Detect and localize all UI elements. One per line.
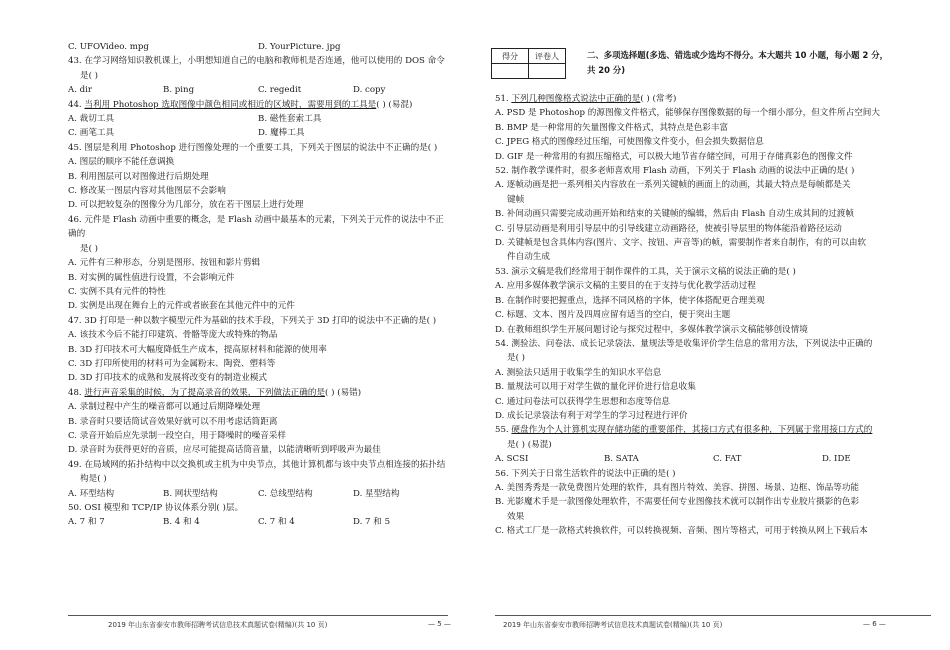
- option: A. 环型结构: [68, 488, 115, 499]
- question-51: [495, 92, 931, 164]
- question-number: 44.: [68, 99, 85, 110]
- question-number: 55.: [495, 425, 512, 436]
- option: C. 实例不具有元件的特性: [68, 286, 166, 297]
- option: D. 魔棒工具: [258, 128, 305, 139]
- question-53: [495, 265, 931, 337]
- option: A. 元件有三种形态，分别是图形、按钮和影片剪辑: [68, 258, 261, 269]
- option: A. dir: [68, 85, 93, 96]
- question-stem: [495, 423, 931, 437]
- question-stem: 46. 元件是 Flash 动画中重要的概念，是 Flash 动画中最基本的元素，下列关于元件的说法中不正确的: [68, 214, 444, 240]
- option: B. 量规法可以用于对学生做的量化评价进行信息收集: [495, 382, 696, 393]
- question-49: [68, 458, 448, 501]
- option: C. 标题、文本、图片及四周应留有适当的空白，便于突出主题: [495, 310, 731, 321]
- question-52: [495, 164, 931, 265]
- option: B. 3D 打印技术可大幅度降低生产成本，提高原材料和能源的使用率: [68, 344, 327, 355]
- option: B. 网状型结构: [163, 488, 218, 499]
- question-44: [68, 98, 448, 141]
- option: B. 光影魔术手是一款图像处理软件，不需要任何专业图像技术就可以制作出专业胶片摄影的色彩: [495, 497, 860, 508]
- option: D. IDE: [822, 454, 851, 465]
- option: D. 星型结构: [353, 488, 400, 499]
- option: D. 实例是出现在舞台上的元件或者嵌套在其他元件中的元件: [68, 301, 295, 312]
- question-47: [68, 314, 448, 386]
- question-stem: [68, 386, 448, 400]
- right-column: [495, 92, 931, 539]
- question-45: [68, 141, 448, 213]
- question-stem-cont: 构是( ): [80, 474, 107, 485]
- option: C. 修改某一图层内容对其他图层不会影响: [68, 186, 226, 197]
- footer-rule: [495, 615, 931, 616]
- option: D. YourPicture. jpg: [258, 42, 341, 52]
- question-stem: 47. 3D 打印是一种以数字模型元件为基础的技术手段，下列关于 3D 打印的说法中不正确的是( ): [68, 315, 437, 326]
- option: A. 该技术今后不能打印建筑、骨骼等庞大或特殊的物品: [68, 330, 278, 341]
- option: A. 裁切工具: [68, 114, 115, 125]
- option: C. 录音开始后应先录制一段空白，用于降噪时的噪音采样: [68, 430, 286, 441]
- option: C. 3D 打印所使用的材料可为金属粉末、陶瓷、塑料等: [68, 358, 276, 369]
- question-55: [495, 423, 931, 466]
- option: D. GIF 是一种常用的有损压缩格式，可以极大地节省存储空间，可用于存储真彩色的图像文件: [495, 151, 853, 162]
- question-stem: 43. 在学习网络知识教机课上，小明想知道自己的电脑和教师机是否连通，他可以使用的 DOS 命令: [68, 56, 445, 67]
- option: A. 录制过程中产生的噪音都可以通过后期降噪处理: [68, 402, 261, 413]
- question-stem: [495, 92, 931, 106]
- option: D. 7 和 5: [353, 517, 391, 528]
- option: B. 对实例的属性值进行设置，不会影响元件: [68, 272, 235, 283]
- question-stem: 53. 演示文稿是我们经常用于制作课件的工具，关于演示文稿的说法正确的是( ): [495, 266, 796, 277]
- question-50: [68, 501, 448, 530]
- option: B. 录音时只要话筒试音效果好就可以不用考虑话筒距离: [68, 416, 278, 427]
- option-row: [68, 126, 448, 140]
- option: A. 测验法只适用于收集学生的知识水平信息: [495, 367, 662, 378]
- score-cell: [492, 64, 529, 79]
- option: D. 录音时为获得更好的音质，应尽可能提高话筒音量，以能清晰听到呼吸声为最佳: [68, 445, 381, 456]
- question-stem-cont: 是( ): [80, 70, 99, 81]
- option-row: [68, 83, 448, 97]
- option: C. 总线型结构: [258, 488, 313, 499]
- stem-suffix: ( ) (易错): [325, 387, 362, 398]
- option: C. 7 和 4: [258, 517, 295, 528]
- option: C. 格式工厂是一款格式转换软件，可以转换视频、音频、图片等格式，可用于转换从网上下载后本: [495, 526, 868, 537]
- page-number: — 6 —: [863, 620, 886, 628]
- option: C. 引导层动画是利用引导层中的引导线建立动画路径，使被引导层里的物体能沿着路径运动: [495, 223, 842, 234]
- question-stem-cont: 是( ): [507, 353, 526, 364]
- question-number: 51.: [495, 94, 512, 104]
- option: B. 利用图层可以对图像进行后期处理: [68, 171, 209, 182]
- underlined-stem: 下列几种图像格式说法中正确的是: [511, 94, 641, 104]
- option: D. 成长记录袋法有利于对学生的学习过程进行评价: [495, 410, 688, 421]
- left-column: [68, 40, 448, 530]
- page-number: — 5 —: [428, 620, 451, 628]
- score-label: 得分: [492, 49, 529, 64]
- question-stem-cont: 是( ): [80, 243, 99, 254]
- question-stem: 56. 下列关于日常生活软件的说法中正确的是( ): [495, 468, 676, 479]
- option: B. 磁性套索工具: [258, 114, 322, 125]
- option: C. JPEG 格式的图像经过压缩，可使图像文件变小，但会损失数据信息: [495, 137, 764, 148]
- underlined-stem: 当利用 Photoshop 选取图像中颜色相同或相近的区域时，需要用到的工具是: [84, 99, 377, 110]
- option: B. 在制作时要把握重点，选择不同风格的字体，使字体搭配更合理美观: [495, 295, 765, 306]
- option-row: [68, 487, 448, 501]
- option-row: [68, 40, 448, 54]
- question-stem-cont: 是( ) (易混): [507, 439, 552, 450]
- section-heading-line1: 二、多项选择题(多选、错选或少选均不得分。本大题共 10 小题，每小题 2 分，: [587, 50, 888, 60]
- option: A. PSD 是 Photoshop 的源图像文件格式，能够保存图像数据的每一个细小部分，但文件所占空间大: [495, 108, 880, 119]
- option-cont: 件自动生成: [507, 252, 550, 263]
- stem-suffix: ( ) (易混): [376, 99, 413, 110]
- grader-label: 评卷人: [529, 49, 566, 64]
- option: C. regedit: [258, 85, 302, 96]
- option-row: [68, 112, 448, 126]
- question-46: [68, 213, 448, 314]
- footer-title: 2019 年山东省泰安市教师招聘考试信息技术真题试卷(精编)(共 10 页): [108, 621, 328, 629]
- question-stem: 52. 制作教学课件时，很多老师喜欢用 Flash 动画，下列关于 Flash 动画的说法中正确的是( ): [495, 166, 855, 177]
- question-stem: 50. OSI 模型和 TCP/IP 协议体系分别( )层。: [68, 503, 244, 513]
- score-table: [491, 48, 566, 79]
- footer-rule: [68, 615, 448, 616]
- option: B. 4 和 4: [163, 517, 200, 528]
- option: D. 关键帧是包含具体内容(图片、文字、按钮、声音等)的帧，需要制作者来自制作，有的可以由软: [495, 238, 867, 249]
- option: A. SCSI: [495, 454, 529, 465]
- option: C. UFOVideo. mpg: [68, 42, 149, 52]
- option: A. 图层的顺序不能任意调换: [68, 157, 175, 168]
- question-stem: 49. 在局域网的拓扑结构中以交换机或主机为中央节点，其他计算机都与该中央节点相连接的拓扑结: [68, 459, 446, 470]
- section-heading: [587, 48, 927, 77]
- option: A. 美图秀秀是一款免费图片处理的软件，具有图片特效、美容、拼图、场景、边框、饰品等功能: [495, 482, 860, 493]
- option: D. copy: [353, 85, 386, 96]
- right-page: [475, 0, 950, 650]
- stem-suffix: ( ) (常考): [640, 94, 677, 104]
- option: C. FAT: [713, 454, 742, 465]
- footer-title: 2019 年山东省泰安市教师招聘考试信息技术真题试卷(精编)(共 10 页): [503, 621, 723, 629]
- option: B. ping: [163, 85, 195, 96]
- option-row: [68, 515, 448, 529]
- section-heading-line2: 共 20 分): [587, 64, 626, 75]
- question-stem: 45. 图层是利用 Photoshop 进行图像处理的一个重要工具，下列关于图层的说法中不正确的是( ): [68, 142, 438, 153]
- option: A. 7 和 7: [68, 517, 105, 528]
- option: D. 在教师组织学生开展问题讨论与探究过程中，多媒体教学演示文稿能够创设情境: [495, 324, 808, 335]
- option: A. 逐帧动画是把一系列相关内容放在一系列关键帧的画面上的动画，其最大特点是每帧都是关: [495, 180, 851, 191]
- question-43: [68, 54, 448, 97]
- option: A. 应用多媒体教学演示文稿的主要目的在于支持与优化教学活动过程: [495, 281, 756, 292]
- option-cont: 键帧: [507, 194, 525, 205]
- question-56: [495, 467, 931, 539]
- underlined-stem: 硬盘作为个人计算机实现存储功能的重要部件，其接口方式有很多种，下列属于常用接口方式的: [511, 425, 873, 436]
- option: B. 补间动画只需要完成动画开始和结束的关键帧的编辑，然后由 Flash 自动生成其间的过渡帧: [495, 209, 854, 220]
- option: B. BMP 是一种常用的矢量图像文件格式，其特点是色彩丰富: [495, 122, 729, 133]
- option-row: [495, 452, 931, 466]
- option: C. 画笔工具: [68, 128, 115, 139]
- option: D. 可以把较复杂的图像分为几部分，放在若干图层上进行处理: [68, 200, 304, 211]
- question-54: [495, 337, 931, 423]
- underlined-stem: 进行声音采集的时候，为了提高录音的效果，下列做法正确的是: [84, 387, 326, 398]
- question-stem: 54. 测验法、问卷法、成长记录袋法、量规法等是收集评价学生信息的常用方法，下列说法中正确的: [495, 338, 873, 349]
- question-stem: [68, 98, 448, 112]
- question-number: 48.: [68, 387, 85, 398]
- question-48: [68, 386, 448, 458]
- grader-cell: [529, 64, 566, 79]
- option-cont: 效果: [507, 511, 525, 522]
- option: B. SATA: [604, 454, 639, 465]
- option: D. 3D 打印技术的成熟和发展将改变有的制造业模式: [68, 373, 268, 384]
- option: C. 通过问卷法可以获得学生思想和态度等信息: [495, 396, 671, 407]
